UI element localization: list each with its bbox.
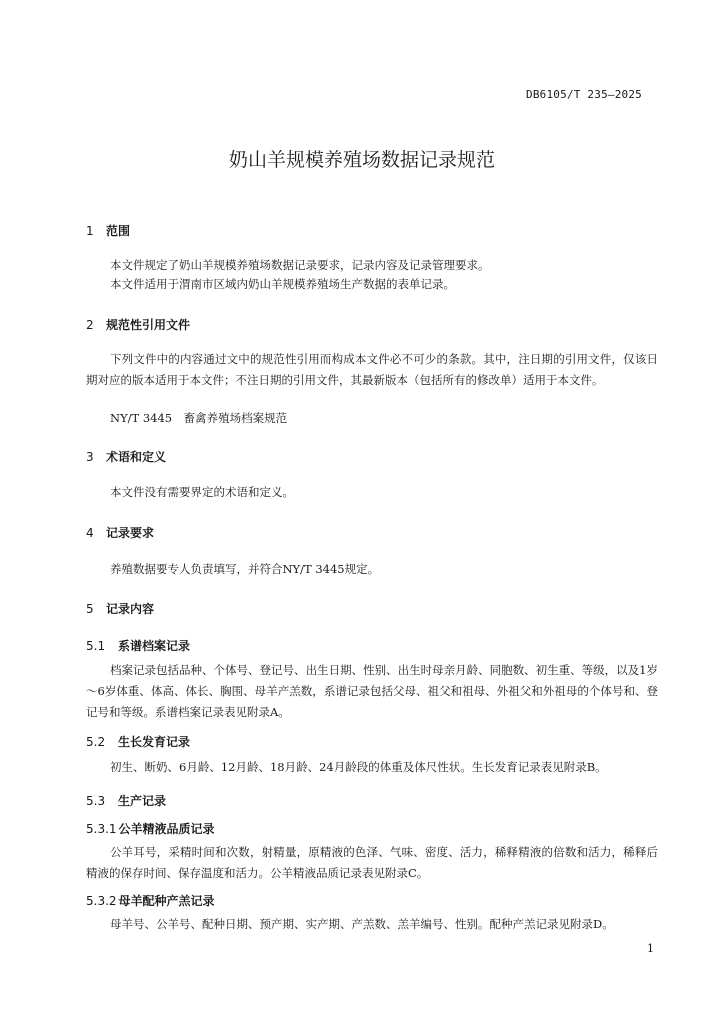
- section-title: 范围: [106, 224, 131, 238]
- subsection-number: 5.1: [86, 639, 106, 653]
- section-title: 规范性引用文件: [106, 318, 191, 332]
- section-4-heading: [86, 524, 154, 541]
- subsection-5-1-heading: [86, 637, 190, 654]
- subsection-number: 5.2: [86, 735, 106, 749]
- section-number: 3: [86, 450, 94, 464]
- subsection-number: 5.3.2: [86, 894, 117, 908]
- paragraph: 本文件没有需要界定的术语和定义。: [110, 485, 294, 499]
- section-3-heading: [86, 448, 166, 465]
- subsection-5-3-2-heading: [86, 892, 215, 909]
- section-1-heading: [86, 222, 130, 239]
- subsection-title: 生长发育记录: [118, 735, 191, 749]
- paragraph: 养殖数据要专人负责填写，并符合NY/T 3445规定。: [110, 562, 380, 576]
- subsection-title: 生产记录: [118, 794, 167, 808]
- document-title: 奶山羊规模养殖场数据记录规范: [228, 149, 495, 171]
- section-number: 5: [86, 602, 94, 616]
- page-number: 1: [647, 942, 654, 955]
- section-number: 4: [86, 526, 94, 540]
- paragraph: 公羊耳号，采精时间和次数，射精量，原精液的色泽、气味、密度、活力，稀释精液的倍数和活力，稀释后精液的保存时间、保存温度和活力。公羊精液品质记录表见附录C。: [86, 845, 658, 880]
- paragraph: 母羊号、公羊号、配种日期、预产期、实产期、产羔数、羔羊编号、性别。配种产羔记录见附录D。: [110, 917, 614, 931]
- paragraph: 档案记录包括品种、个体号、登记号、出生日期、性别、出生时母亲月龄、同胞数、初生重、等级，以及1岁～6岁体重、体高、体长、胸围、母羊产羔数，系谱记录包括父母、祖父和祖母、外祖父和外祖母的个体号和、登记号和等级。系谱档案记录表见附录A。: [86, 663, 658, 719]
- paragraph: 本文件适用于渭南市区域内奶山羊规模养殖场生产数据的表单记录。: [110, 277, 455, 291]
- standard-code: DB6105/T 235—2025: [526, 88, 642, 101]
- subsection-5-3-1-heading: [86, 820, 215, 837]
- normative-reference: NY/T 3445 畜禽养殖场档案规范: [110, 411, 288, 425]
- subsection-5-2-heading: [86, 733, 190, 750]
- section-title: 术语和定义: [106, 450, 167, 464]
- subsection-title: 母羊配种产羔记录: [118, 894, 215, 908]
- subsection-title: 系谱档案记录: [118, 639, 191, 653]
- section-5-heading: [86, 600, 154, 617]
- subsection-title: 公羊精液品质记录: [118, 822, 215, 836]
- paragraph: 下列文件中的内容通过文中的规范性引用而构成本文件必不可少的条款。其中，注日期的引用文件，仅该日期对应的版本适用于本文件；不注日期的引用文件，其最新版本（包括所有的修改单）适用于本文件。: [86, 352, 658, 387]
- section-number: 2: [86, 318, 94, 332]
- section-2-heading: [86, 316, 190, 333]
- paragraph: 本文件规定了奶山羊规模养殖场数据记录要求，记录内容及记录管理要求。: [110, 258, 490, 272]
- section-title: 记录要求: [106, 526, 155, 540]
- paragraph: 初生、断奶、6月龄、12月龄、18月龄、24月龄段的体重及体尺性状。生长发育记录表见附录B。: [110, 760, 607, 774]
- section-title: 记录内容: [106, 602, 155, 616]
- subsection-number: 5.3.1: [86, 822, 117, 836]
- section-number: 1: [86, 224, 94, 238]
- subsection-5-3-heading: [86, 792, 166, 809]
- subsection-number: 5.3: [86, 794, 106, 808]
